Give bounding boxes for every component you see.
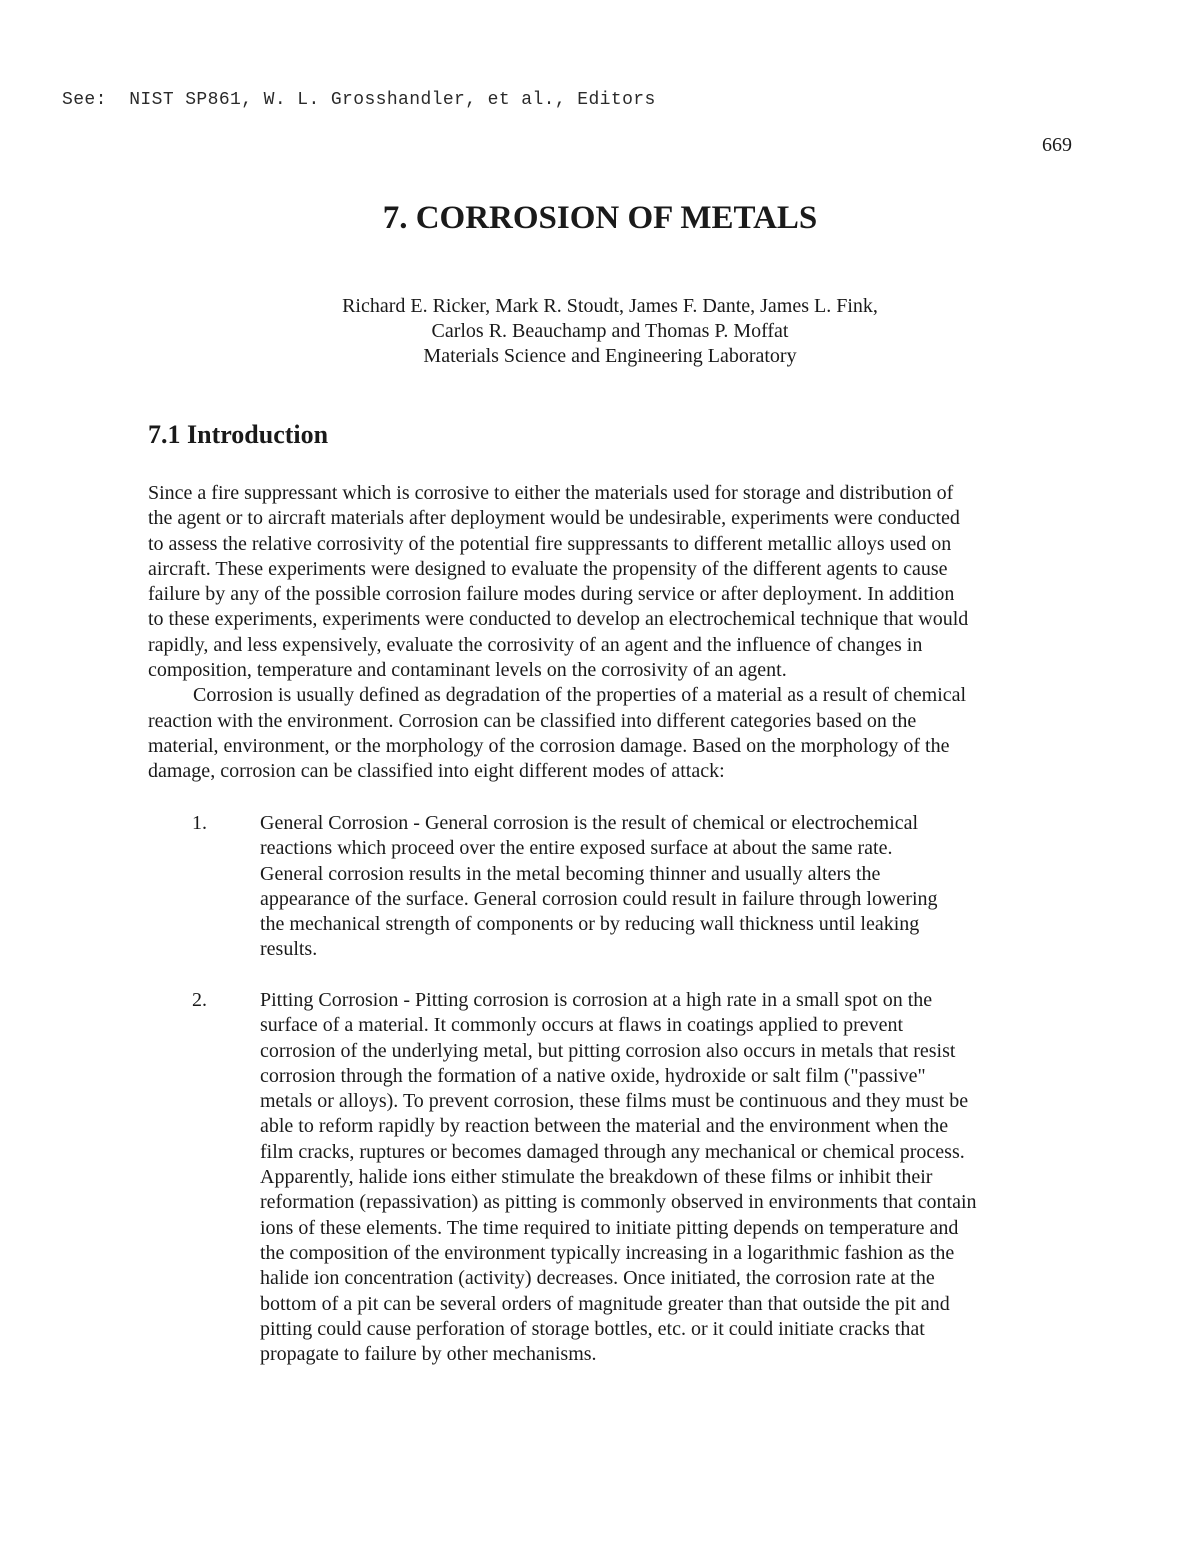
- text-line: Corrosion is usually defined as degradation of the properties of a material as a result of chemical: [193, 684, 967, 707]
- text-line: Apparently, halide ions either stimulate the breakdown of these films or inhibit their: [260, 1166, 933, 1189]
- text-line: damage, corrosion can be classified into eight different modes of attack:: [148, 760, 725, 783]
- text-line: halide ion concentration (activity) decreases. Once initiated, the corrosion rate at the: [260, 1267, 935, 1290]
- text-line: General Corrosion - General corrosion is the result of chemical or electrochemical: [260, 812, 919, 834]
- affiliation-line: Materials Science and Engineering Laboratory: [423, 345, 797, 367]
- list-item-text: [260, 811, 1060, 963]
- paragraph-2: [148, 683, 1053, 784]
- list-item-number: 1.: [192, 812, 207, 834]
- intro-body: [148, 481, 1053, 785]
- text-line: pitting could cause perforation of storage bottles, etc. or it could initiate cracks that: [260, 1317, 925, 1340]
- section-heading: 7.1 Introduction: [148, 420, 329, 449]
- text-line: General corrosion results in the metal becoming thinner and usually alters the: [260, 862, 881, 885]
- text-line: aircraft. These experiments were designed to evaluate the propensity of the different agents to cause: [148, 557, 948, 580]
- text-line: propagate to failure by other mechanisms.: [260, 1343, 597, 1366]
- text-line: failure by any of the possible corrosion failure modes during service or after deployment. In addition: [148, 583, 955, 606]
- text-line: able to reform rapidly by reaction between the material and the environment when the: [260, 1115, 949, 1138]
- text-line: to assess the relative corrosivity of the potential fire suppressants to different metallic alloys used on: [148, 532, 952, 555]
- list-item-text: [260, 988, 1060, 1367]
- text-line: reactions which proceed over the entire exposed surface at about the same rate.: [260, 837, 893, 860]
- list-item-number: 2.: [192, 989, 207, 1011]
- text-line: ions of these elements. The time required to initiate pitting depends on temperature and: [260, 1216, 959, 1239]
- authors-line: Carlos R. Beauchamp and Thomas P. Moffat: [431, 320, 789, 342]
- text-line: corrosion of the underlying metal, but pitting corrosion also occurs in metals that resist: [260, 1039, 956, 1062]
- text-line: composition, temperature and contaminant levels on the corrosivity of an agent.: [148, 659, 787, 682]
- authors-line: Richard E. Ricker, Mark R. Stoudt, James F. Dante, James L. Fink,: [342, 295, 878, 317]
- text-line: to these experiments, experiments were conducted to develop an electrochemical technique that would: [148, 608, 969, 631]
- text-line: corrosion through the formation of a native oxide, hydroxide or salt film ("passive": [260, 1064, 926, 1087]
- page-number: 669: [1042, 134, 1072, 156]
- text-line: the composition of the environment typically increasing in a logarithmic fashion as the: [260, 1241, 955, 1264]
- text-line: the mechanical strength of components or by reducing wall thickness until leaking: [260, 913, 920, 936]
- text-line: Pitting Corrosion - Pitting corrosion is corrosion at a high rate in a small spot on the: [260, 989, 933, 1011]
- text-line: appearance of the surface. General corrosion could result in failure through lowering: [260, 887, 938, 910]
- author-block: [0, 294, 1200, 369]
- text-line: reformation (repassivation) as pitting is commonly observed in environments that contain: [260, 1191, 977, 1214]
- text-line: Since a fire suppressant which is corrosive to either the materials used for storage and distribution of: [148, 482, 954, 504]
- text-line: surface of a material. It commonly occurs at flaws in coatings applied to prevent: [260, 1014, 904, 1037]
- text-line: rapidly, and less expensively, evaluate the corrosivity of an agent and the influence of changes in: [148, 633, 923, 656]
- text-line: bottom of a pit can be several orders of magnitude greater than that outside the pit and: [260, 1292, 950, 1315]
- text-line: the agent or to aircraft materials after deployment would be undesirable, experiments were conducted: [148, 507, 960, 530]
- text-line: reaction with the environment. Corrosion can be classified into different categories based on the: [148, 709, 917, 732]
- text-line: material, environment, or the morphology of the corrosion damage. Based on the morphology of the: [148, 734, 950, 757]
- paragraph-1: [148, 481, 1053, 683]
- text-line: film cracks, ruptures or becomes damaged through any mechanical or chemical process.: [260, 1140, 965, 1163]
- chapter-title: 7. CORROSION OF METALS: [382, 200, 818, 236]
- text-line: results.: [260, 938, 318, 961]
- text-line: metals or alloys). To prevent corrosion, these films must be continuous and they must be: [260, 1090, 969, 1113]
- citation-stamp: See: NIST SP861, W. L. Grosshandler, et al., Editors: [62, 90, 656, 110]
